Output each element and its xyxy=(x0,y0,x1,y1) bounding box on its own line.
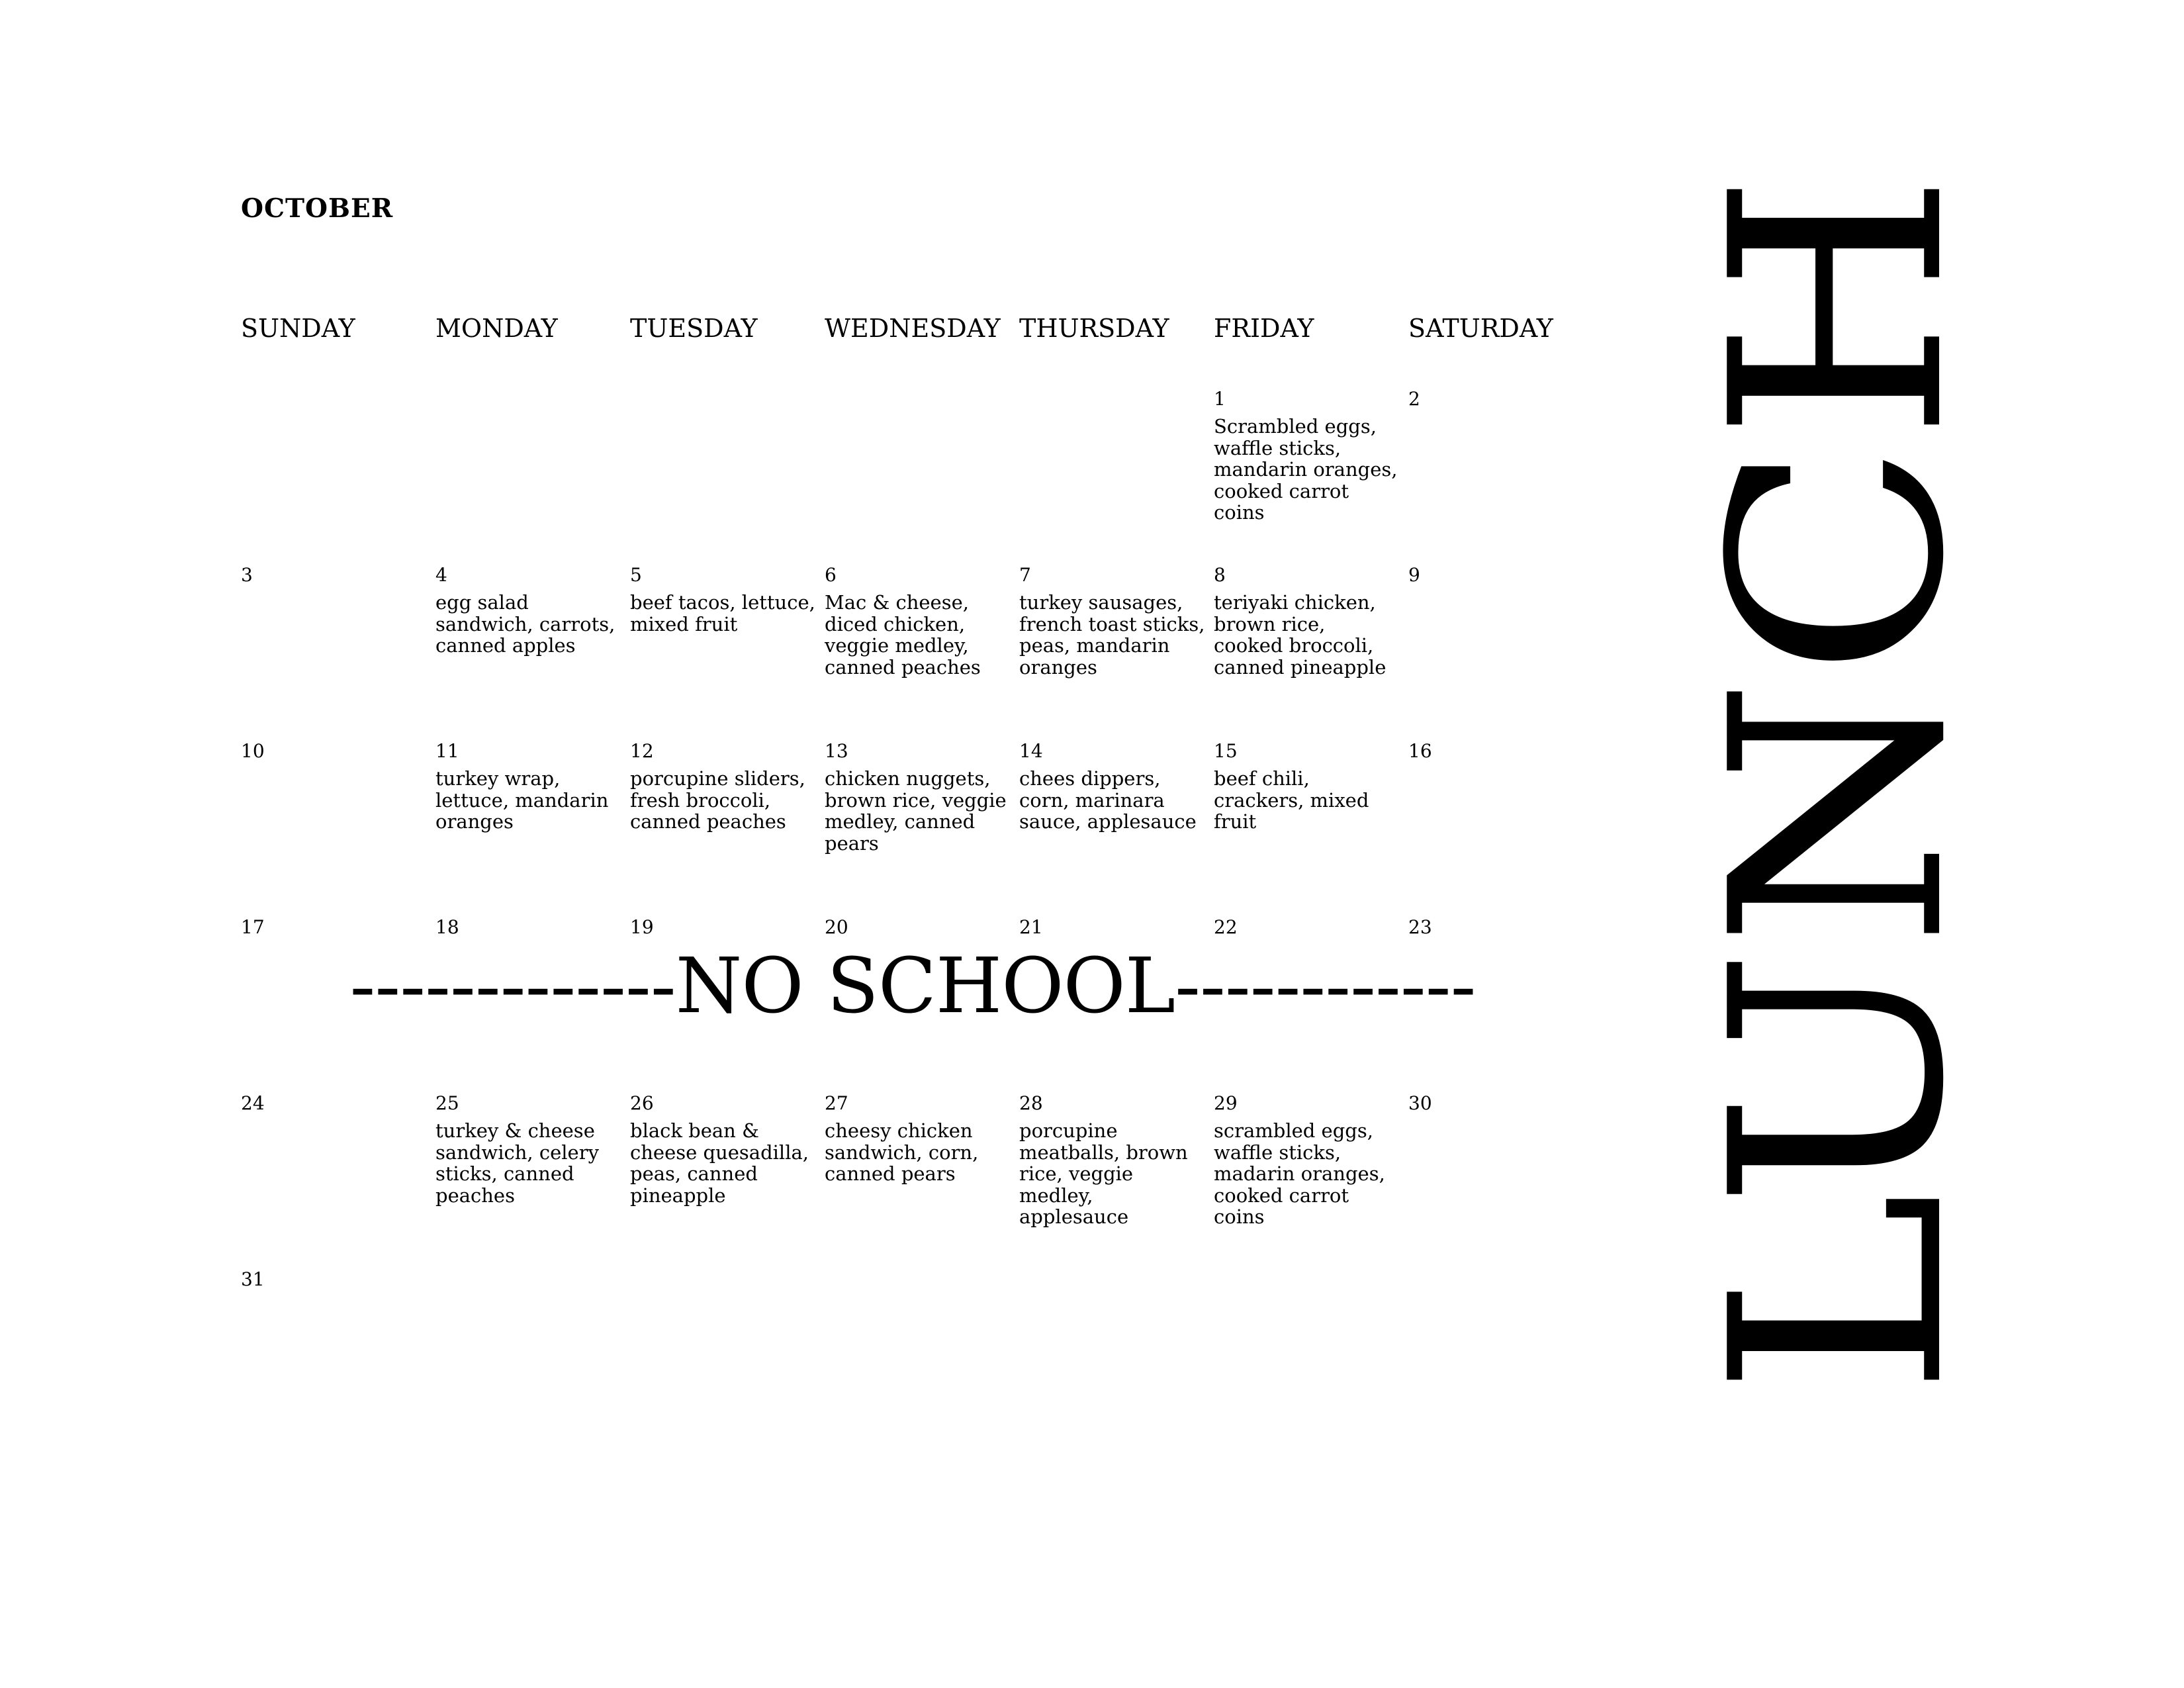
day-number: 13 xyxy=(825,740,848,762)
weekday-header-row xyxy=(241,314,1631,353)
day-cell xyxy=(435,916,622,939)
day-cell xyxy=(630,1092,817,1206)
day-number: 24 xyxy=(241,1092,265,1114)
meal-description: porcupine sliders, fresh broccoli, canned peaches xyxy=(630,767,805,833)
meal-description: chees dippers, corn, marinara sauce, applesauce xyxy=(1019,767,1197,833)
day-cell xyxy=(630,740,817,833)
day-cell xyxy=(825,916,1011,939)
day-number: 18 xyxy=(435,916,459,938)
day-number: 23 xyxy=(1408,916,1432,938)
weekday-wednesday: WEDNESDAY xyxy=(825,314,1001,343)
day-cell xyxy=(1019,916,1206,939)
weekday-friday: FRIDAY xyxy=(1214,314,1314,343)
day-cell xyxy=(1019,564,1206,678)
day-number: 2 xyxy=(1408,388,1420,410)
day-number: 22 xyxy=(1214,916,1238,938)
weekday-thursday: THURSDAY xyxy=(1019,314,1169,343)
day-cell xyxy=(241,1268,428,1291)
day-number: 16 xyxy=(1408,740,1432,762)
meal-description: turkey wrap, lettuce, mandarin oranges xyxy=(435,767,609,833)
day-cell xyxy=(1214,916,1400,939)
day-number: 29 xyxy=(1214,1092,1238,1114)
meal-description: teriyaki chicken, brown rice, cooked broccoli, canned pineapple xyxy=(1214,591,1387,679)
day-cell xyxy=(241,740,428,763)
weekday-sunday: SUNDAY xyxy=(241,314,355,343)
lunch-title-text: LUNCH xyxy=(1669,242,2008,1397)
day-cell xyxy=(241,1092,428,1115)
day-number: 20 xyxy=(825,916,848,938)
day-cell xyxy=(1019,1092,1206,1228)
day-cell xyxy=(1214,564,1400,678)
month-title: OCTOBER xyxy=(241,193,394,224)
day-cell xyxy=(435,740,622,833)
day-cell xyxy=(1019,740,1206,833)
meal-description: cheesy chicken sandwich, corn, canned pears xyxy=(825,1119,979,1185)
meal-description: beef tacos, lettuce, mixed fruit xyxy=(630,591,815,635)
meal-description: black bean & cheese quesadilla, peas, canned pineapple xyxy=(630,1119,809,1207)
day-cell xyxy=(241,916,428,939)
day-number: 8 xyxy=(1214,564,1226,586)
lunch-title-svg xyxy=(1669,165,2008,1397)
day-cell xyxy=(241,564,428,586)
weekday-saturday: SATURDAY xyxy=(1408,314,1553,343)
day-number: 14 xyxy=(1019,740,1043,762)
day-number: 11 xyxy=(435,740,459,762)
day-number: 28 xyxy=(1019,1092,1043,1114)
day-cell xyxy=(1408,388,1595,410)
day-cell xyxy=(630,564,817,635)
day-cell xyxy=(825,740,1011,854)
day-cell xyxy=(435,564,622,657)
day-number: 3 xyxy=(241,564,253,586)
day-number: 31 xyxy=(241,1268,265,1290)
day-cell xyxy=(825,564,1011,678)
day-number: 27 xyxy=(825,1092,848,1114)
day-cell xyxy=(1408,1092,1595,1115)
day-cell xyxy=(1408,564,1595,586)
day-number: 7 xyxy=(1019,564,1031,586)
meal-description: chicken nuggets, brown rice, veggie medley, canned pears xyxy=(825,767,1007,855)
day-number: 17 xyxy=(241,916,265,938)
lunch-vertical-title xyxy=(1669,165,2008,1397)
weekday-monday: MONDAY xyxy=(435,314,558,343)
day-cell xyxy=(1214,388,1400,524)
meal-description: beef chili, crackers, mixed fruit xyxy=(1214,767,1369,833)
day-number: 19 xyxy=(630,916,654,938)
meal-description: scrambled eggs, waffle sticks, madarin oranges, cooked carrot coins xyxy=(1214,1119,1385,1228)
day-cell xyxy=(825,1092,1011,1185)
weekday-tuesday: TUESDAY xyxy=(630,314,758,343)
meal-description: turkey & cheese sandwich, celery sticks, canned peaches xyxy=(435,1119,599,1207)
day-number: 21 xyxy=(1019,916,1043,938)
day-cell xyxy=(435,1092,622,1206)
day-cell xyxy=(1214,1092,1400,1228)
meal-description: Mac & cheese, diced chicken, veggie medley, canned peaches xyxy=(825,591,981,679)
day-number: 5 xyxy=(630,564,642,586)
meal-description: Scrambled eggs, waffle sticks, mandarin oranges, cooked carrot coins xyxy=(1214,415,1398,524)
day-number: 15 xyxy=(1214,740,1238,762)
day-number: 4 xyxy=(435,564,447,586)
day-cell xyxy=(1214,740,1400,833)
day-cell xyxy=(1408,740,1595,763)
day-cell xyxy=(1408,916,1595,939)
meal-description: porcupine meatballs, brown rice, veggie medley, applesauce xyxy=(1019,1119,1188,1228)
day-number: 6 xyxy=(825,564,837,586)
day-number: 25 xyxy=(435,1092,459,1114)
day-number: 12 xyxy=(630,740,654,762)
day-number: 10 xyxy=(241,740,265,762)
day-number: 30 xyxy=(1408,1092,1432,1114)
day-number: 26 xyxy=(630,1092,654,1114)
day-cell xyxy=(630,916,817,939)
meal-description: turkey sausages, french toast sticks, peas, mandarin oranges xyxy=(1019,591,1205,679)
day-number: 9 xyxy=(1408,564,1420,586)
no-school-banner: -------------NO SCHOOL------------ xyxy=(349,942,1476,1031)
meal-description: egg salad sandwich, carrots, canned apples xyxy=(435,591,615,657)
day-number: 1 xyxy=(1214,388,1226,410)
